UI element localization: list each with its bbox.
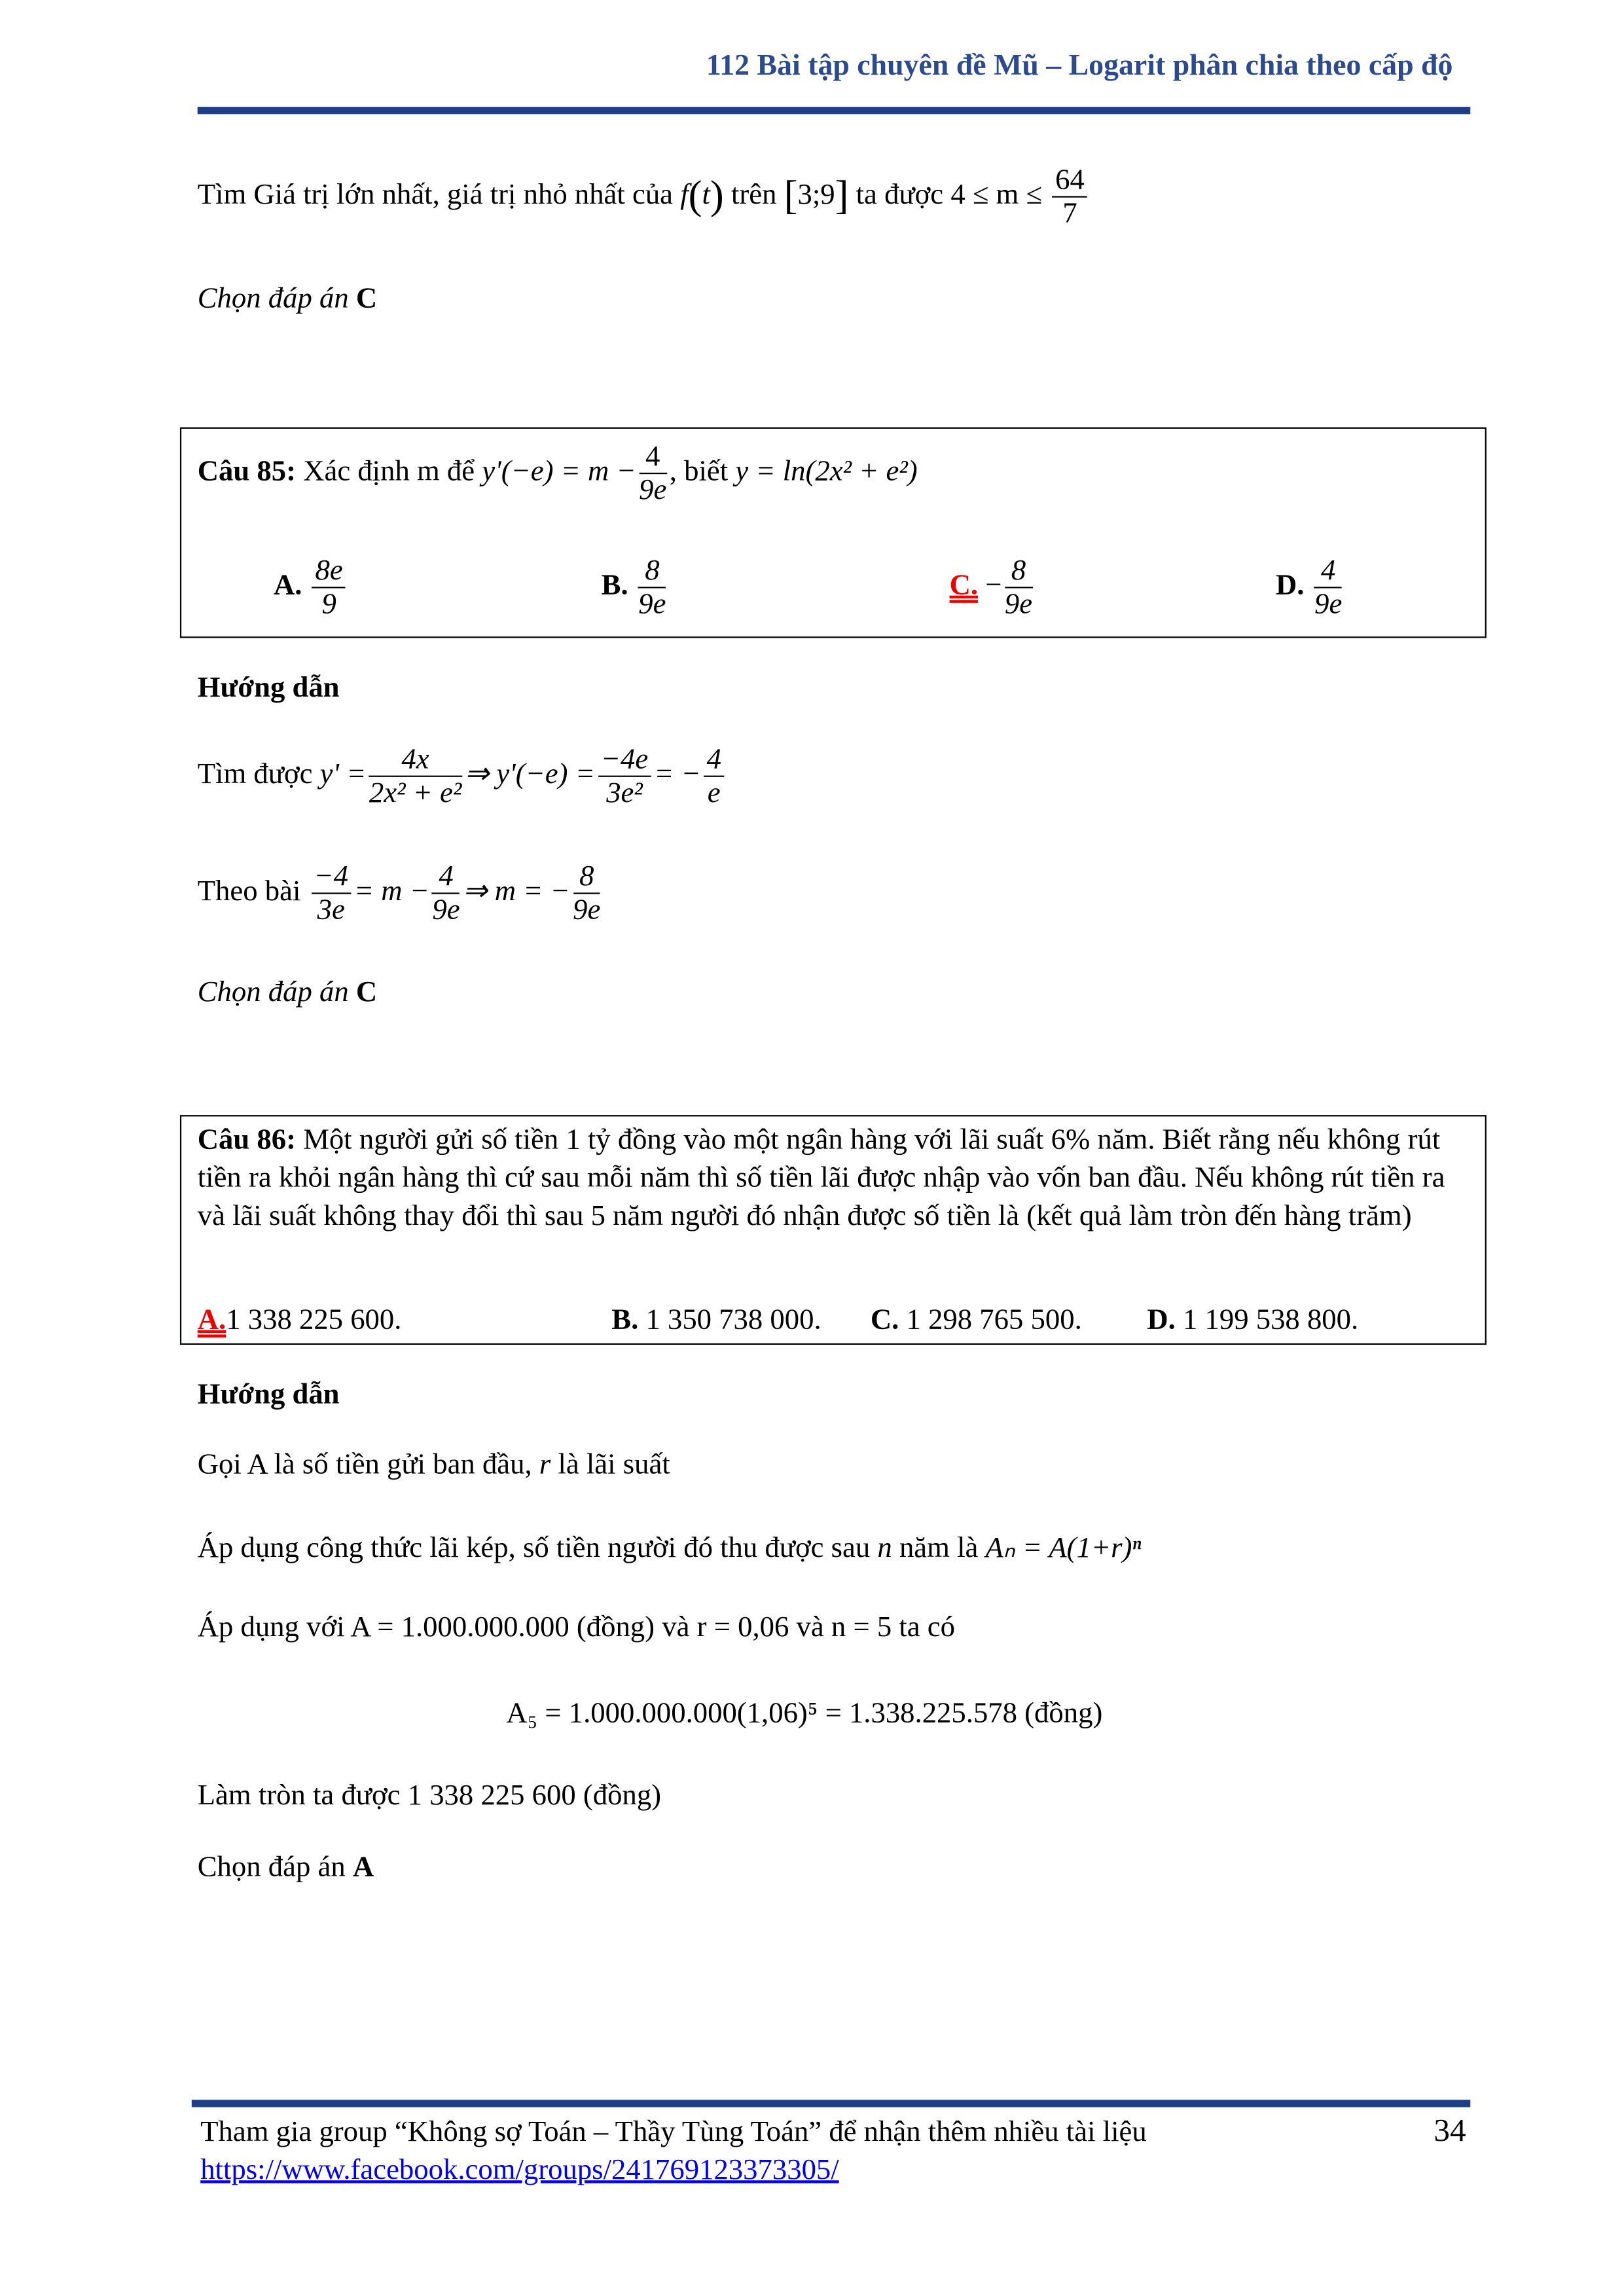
guide-85-line-2 — [198, 860, 604, 926]
text: 1 350 738 000. — [645, 1303, 821, 1336]
text: 7 — [1062, 197, 1077, 230]
text: 4 — [432, 860, 460, 894]
text: y'(−e) = m − — [482, 455, 636, 488]
text: D. — [1276, 569, 1305, 602]
text: A. — [197, 1303, 226, 1336]
footer-link[interactable]: https://www.facebook.com/groups/241769123373305/ — [200, 2154, 839, 2187]
text: 1 338 225 600. — [226, 1303, 402, 1336]
prev-result-line: Tìm Giá trị lớn nhất, giá trị nhỏ nhất của f(t) trên [3;9] ta được 4 ≤ m ≤ $\frac{64}{7}$ — [198, 164, 1091, 230]
header-title: 112 Bài tập chuyên đề Mũ – Logarit phân chia theo cấp độ — [706, 49, 1453, 82]
math: f — [680, 178, 689, 211]
text: n = 5 — [831, 1611, 892, 1644]
text: 8e — [312, 555, 346, 588]
guide-title: Hướng dẫn — [197, 1378, 340, 1411]
math: 3;9 — [797, 178, 835, 211]
text: trên — [731, 178, 777, 211]
fraction — [1053, 164, 1088, 230]
text: 8 — [638, 555, 666, 588]
text: và — [796, 1611, 824, 1644]
text: Câu 85: — [197, 455, 297, 488]
text: năm là — [899, 1532, 979, 1565]
text: C — [355, 282, 378, 315]
text: Aₙ = A(1+r)ⁿ — [985, 1532, 1142, 1565]
text: 3e² — [606, 776, 643, 810]
text: C — [355, 975, 378, 1008]
text: n — [877, 1532, 892, 1565]
text: 9 — [321, 588, 336, 621]
text: r — [539, 1448, 551, 1481]
guide-85-line-1 — [198, 743, 727, 809]
text: C. — [870, 1303, 899, 1336]
text: −4 — [311, 860, 351, 894]
header-rule — [198, 107, 1471, 114]
text: e — [707, 776, 721, 810]
option-b[interactable] — [611, 1303, 821, 1337]
text: C. — [949, 569, 979, 602]
page-number: 34 — [1434, 2111, 1466, 2149]
guide-86-line-1 — [198, 1449, 670, 1482]
text: 3e — [317, 894, 345, 926]
text: 1 199 538 800. — [1182, 1303, 1359, 1336]
text: Tìm được — [197, 757, 313, 791]
option-a-correct[interactable] — [198, 1303, 402, 1337]
option-c[interactable] — [871, 1303, 1082, 1337]
text: , biết — [669, 455, 729, 488]
text: 2x² + e² — [369, 776, 462, 810]
choose-answer — [198, 282, 377, 316]
question-86-box — [180, 1115, 1487, 1345]
guide-title: Hướng dẫn — [197, 671, 340, 704]
option-d[interactable] — [1276, 555, 1345, 621]
text: = − — [654, 757, 701, 791]
text: 64 — [1053, 164, 1088, 197]
text: ta được — [856, 178, 944, 211]
text: 8 — [573, 860, 600, 894]
option-b[interactable] — [602, 555, 669, 621]
text: Chọn đáp án — [197, 1851, 346, 1884]
option-c-correct[interactable] — [950, 555, 1036, 621]
text: Theo bài — [197, 875, 301, 907]
text: là lãi suất — [558, 1448, 670, 1481]
guide-86-line-3 — [198, 1611, 955, 1645]
text: 9e — [573, 894, 601, 926]
text: 4 — [639, 441, 666, 474]
text: y' = — [319, 757, 367, 791]
text: Câu 86: — [197, 1123, 297, 1156]
text: 9e — [1004, 588, 1033, 621]
question-85-box — [180, 428, 1487, 638]
footer-rule — [192, 2100, 1470, 2107]
text: 4x — [369, 743, 461, 776]
footer-text: Tham gia group “Không sợ Toán – Thầy Tùng Toán” để nhận thêm nhiều tài liệu — [200, 2115, 1147, 2149]
text: −4e — [598, 743, 651, 776]
guide-86-line-5: Làm tròn ta được 1 338 225 600 (đồng) — [197, 1779, 662, 1812]
option-d[interactable] — [1147, 1303, 1358, 1337]
text: Áp dụng với — [197, 1611, 345, 1644]
text: = m − — [353, 875, 429, 907]
text: A — [352, 1851, 374, 1884]
option-a[interactable] — [274, 555, 349, 621]
text: A. — [273, 569, 302, 602]
question-85-stem — [198, 441, 918, 507]
math: t — [702, 178, 710, 211]
text: 9e — [639, 474, 667, 507]
text: ⇒ y'(−e) = — [464, 757, 595, 791]
text: Chọn đáp án — [197, 975, 349, 1008]
text: ⇒ m = − — [463, 875, 570, 907]
text: Chọn đáp án — [197, 282, 349, 315]
choose-answer — [198, 976, 377, 1010]
text: 9e — [432, 894, 460, 926]
text: B. — [601, 569, 628, 602]
text: 9e — [638, 588, 666, 621]
text: Xác định m để — [303, 455, 475, 488]
text: 4 — [1314, 555, 1342, 588]
guide-86-line-2 — [198, 1529, 1142, 1566]
text: y = ln(2x² + e²) — [735, 455, 918, 488]
text: r = 0,06 — [696, 1611, 789, 1644]
text: 1 298 765 500. — [906, 1303, 1082, 1336]
text: 8 — [1005, 555, 1032, 588]
text: 9e — [1314, 588, 1343, 621]
text: 4 — [704, 743, 724, 776]
text: − — [985, 569, 1002, 602]
math: 4 ≤ m ≤ — [950, 178, 1043, 211]
text: Tìm Giá trị lớn nhất, giá trị nhỏ nhất của — [197, 178, 674, 211]
text: Một người gửi số tiền 1 tỷ đồng vào một ngân hàng với lãi suất 6% năm. Biết rằng nếu không rút tiền ra khỏi ngân hàng thì cứ sau mỗi năm thì số tiền lãi được nhập vào vốn ban đầu. Nếu không rút tiền ra và lãi suất không thay đổi thì sau 5 năm người đó nhận được số tiền là (kết quả làm tròn đến hàng trăm) — [197, 1123, 1445, 1232]
text: Áp dụng công thức lãi kép, số tiền người đó thu được sau — [197, 1532, 871, 1565]
text: B. — [611, 1303, 639, 1336]
text: D. — [1147, 1303, 1176, 1336]
question-86-stem — [198, 1121, 1471, 1235]
choose-answer — [198, 1851, 374, 1884]
text: ta có — [899, 1611, 955, 1644]
text: Gọi A là số tiền gửi ban đầu, — [197, 1448, 532, 1481]
text: và — [662, 1611, 690, 1644]
text: A = 1.000.000.000 (đồng) — [350, 1611, 655, 1644]
guide-86-formula: A₅ = 1.000.000.000(1,06)⁵ = 1.338.225.578 (đồng) — [506, 1697, 1103, 1730]
